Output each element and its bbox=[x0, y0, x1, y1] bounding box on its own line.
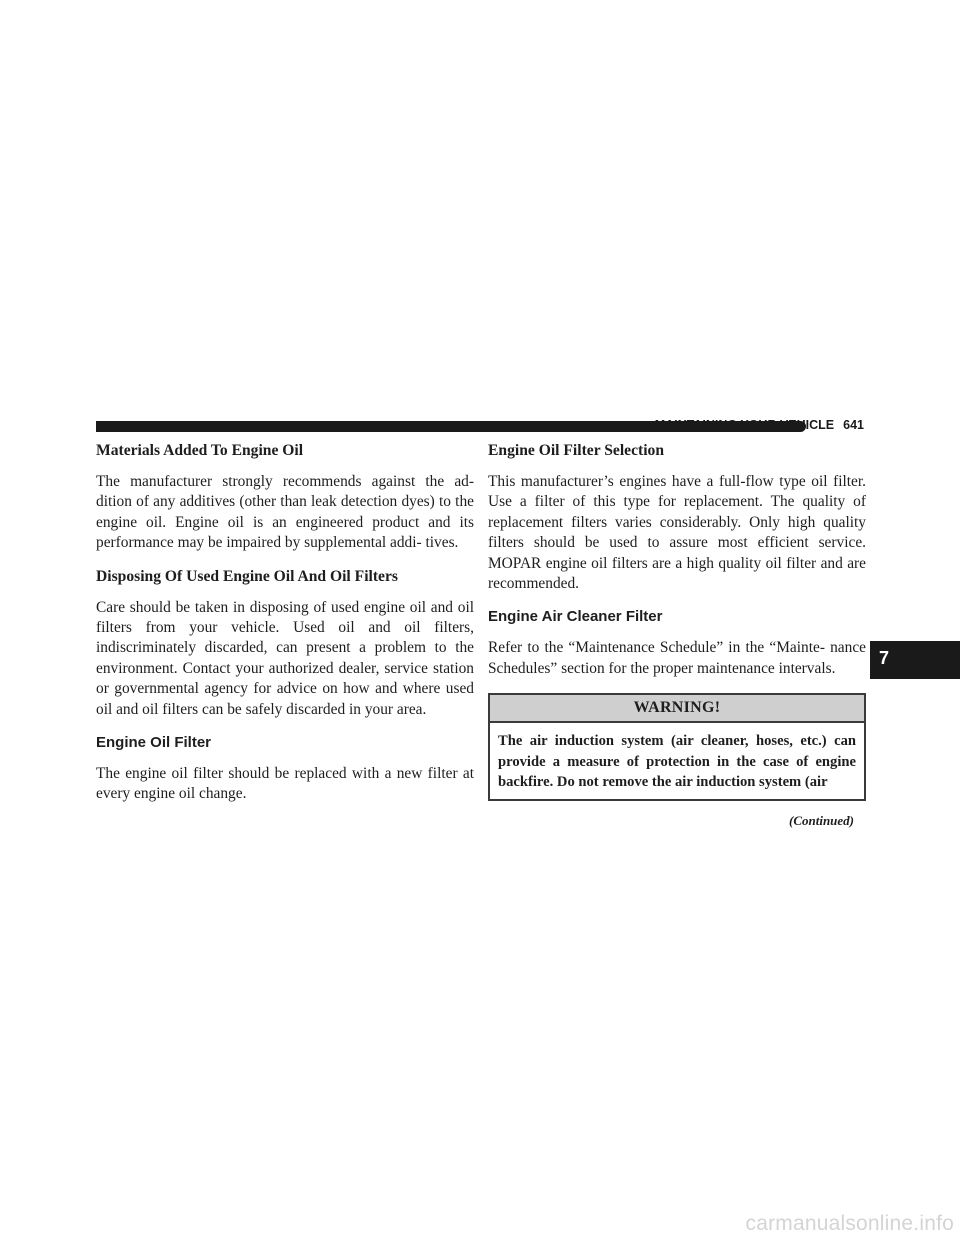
page-number: 641 bbox=[843, 418, 864, 432]
heading-engine-oil-filter: Engine Oil Filter bbox=[96, 734, 212, 752]
watermark: carmanualsonline.info bbox=[745, 1212, 954, 1235]
warning-title: WARNING! bbox=[490, 695, 864, 723]
warning-body: The air induction system (air cleaner, hoses, etc.) can provide a measure of protection in the case of engine backfire. Do not remove the air induction system (air bbox=[498, 733, 856, 791]
heading-disposing-oil: Disposing Of Used Engine Oil And Oil Filters bbox=[96, 567, 398, 585]
continued-label: (Continued) bbox=[788, 812, 854, 828]
paragraph-disposing-oil: Care should be taken in disposing of used engine oil and oil filters from your vehicle. Used oil and oil filters, indiscriminately discarded, can present a problem to the environment. Contact your authorized dealer, service station or governmental agency for advice on how and where used oil and oil filters can be safely discarded in your area. bbox=[96, 598, 474, 718]
paragraph-oil-filter-selection: This manufacturer’s engines have a full-flow type oil filter. Use a filter of this type for replacement. The quality of replacement filters varies considerably. Only high quality filters should be used to assure most efficient service. MOPAR engine oil filters are a high quality oil filter and are recommended. bbox=[488, 473, 866, 593]
left-column bbox=[96, 440, 474, 813]
heading-oil-filter-selection: Engine Oil Filter Selection bbox=[488, 442, 664, 459]
paragraph-engine-oil-filter: The engine oil filter should be replaced with a new filter at every engine oil change. bbox=[96, 765, 474, 803]
heading-air-cleaner-filter: Engine Air Cleaner Filter bbox=[488, 608, 663, 626]
chapter-tab bbox=[870, 641, 960, 679]
right-column bbox=[488, 440, 866, 831]
paragraph-materials-added: The manufacturer strongly recommends against the ad- dition of any additives (other than leak detection dyes) to the engine oil. Engine oil is an engineered product and its performance may be impaired by supplemental addi- tives. bbox=[96, 473, 474, 552]
warning-box bbox=[488, 693, 866, 801]
section-title: MAINTAINING YOUR VEHICLE bbox=[654, 418, 835, 432]
chapter-number: 7 bbox=[879, 648, 890, 668]
paragraph-air-cleaner-filter: Refer to the “Maintenance Schedule” in the “Mainte- nance Schedules” section for the proper maintenance intervals. bbox=[488, 639, 866, 677]
heading-materials-added: Materials Added To Engine Oil bbox=[96, 442, 304, 459]
running-header bbox=[655, 418, 864, 432]
